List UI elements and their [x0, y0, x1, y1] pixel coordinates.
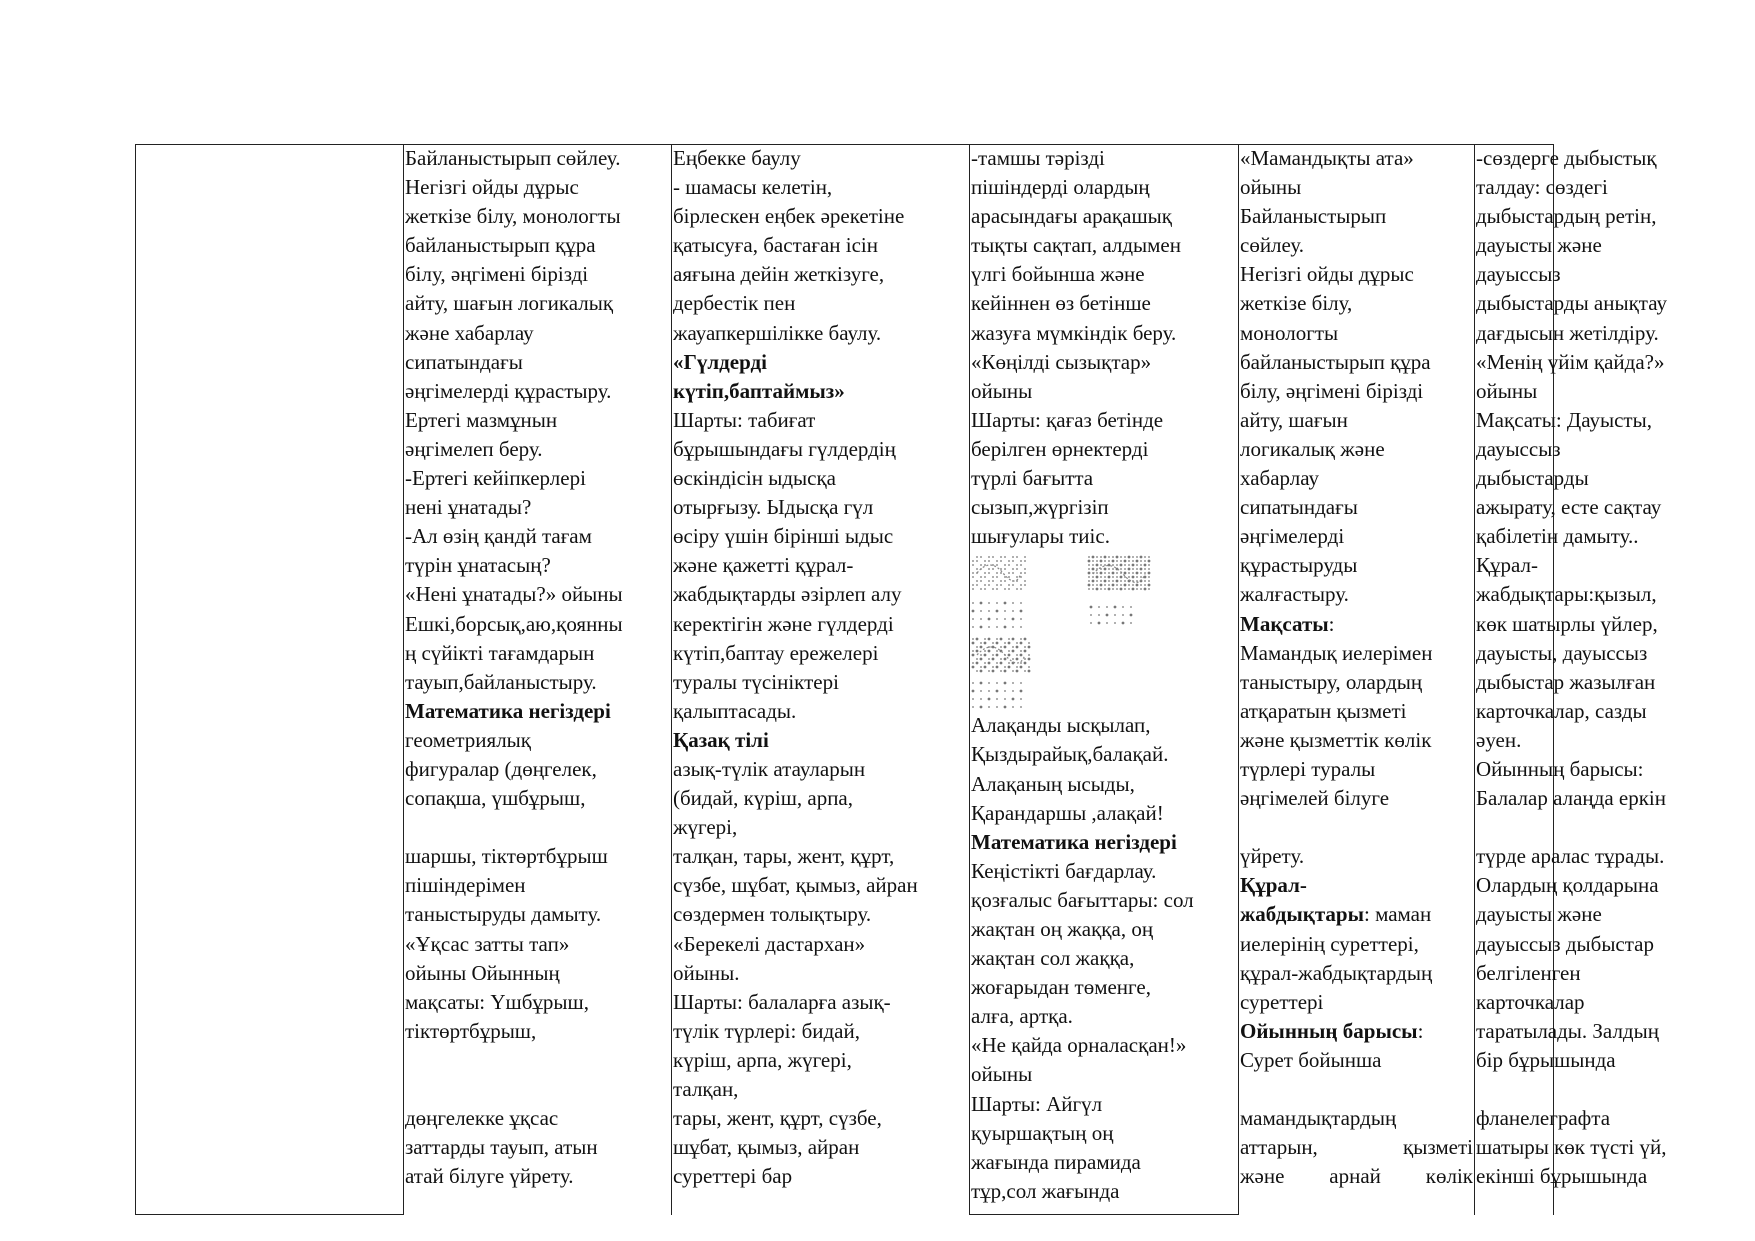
- dot-pattern-group: [1088, 556, 1151, 591]
- text-line: жақтан сол жаққа,: [971, 946, 1135, 971]
- text-line: дауысты және: [1476, 233, 1602, 258]
- text-line: дауыссыз: [1476, 262, 1561, 287]
- text-line: азық-түлік атауларын: [673, 756, 866, 781]
- table-cell-1: [136, 144, 402, 1215]
- text-line: Байланыстырып: [1240, 204, 1387, 229]
- text-line: атай білуге үйрету.: [405, 1164, 574, 1189]
- column-divider-1: [403, 144, 404, 1215]
- text-line: Сурет бойынша: [1240, 1047, 1382, 1072]
- text-line: жеткізе білу, монологты: [405, 204, 621, 229]
- text-line: (бидай, күріш, арпа,: [673, 786, 853, 811]
- text-line: күріш, арпа, жүгері,: [673, 1047, 852, 1072]
- text-line: дауыссыз: [1476, 436, 1561, 461]
- text-line: қозғалыс бағыттары: сол: [971, 887, 1194, 912]
- text-line: және қажетті құрал-: [673, 553, 854, 578]
- text-line: «Не қайда орналасқан!»: [971, 1033, 1187, 1058]
- text-line: Қыздырайық,балақай.: [971, 742, 1169, 767]
- text-line: дауыссыз дыбыстар: [1476, 931, 1655, 956]
- text-line: монологты: [1240, 320, 1339, 345]
- text-line: фланелеграфта: [1476, 1106, 1611, 1131]
- text-line: мақсаты: Үшбұрыш,: [405, 989, 589, 1014]
- text-line: [1240, 900, 1473, 929]
- text-line: дауысты және: [1476, 902, 1602, 927]
- text-line: білу, әңгімені бірізді: [405, 262, 589, 287]
- text-line: [673, 726, 968, 755]
- text-line: жоғарыдан төменге,: [971, 975, 1151, 1000]
- text-line: - шамасы келетін,: [673, 175, 833, 200]
- text-line: иелерінің суреттері,: [1240, 931, 1419, 956]
- text-line: тары, жент, құрт, сүзбе,: [673, 1106, 882, 1131]
- text-line: көк шатырлы үйлер,: [1476, 611, 1658, 636]
- text-line: дыбыстарды анықтау: [1476, 291, 1667, 316]
- text-line: айту, шағын логикалық: [405, 291, 614, 316]
- text-line: атқаратын қызметі: [1240, 698, 1407, 723]
- text-line: аяғына дейін жеткізуге,: [673, 262, 885, 287]
- text-line: суреттері: [1240, 989, 1324, 1014]
- column-divider-5: [1474, 144, 1475, 1215]
- dot-pattern-group: [972, 682, 1023, 709]
- text-line: ажырату, есте сақтау: [1476, 495, 1662, 520]
- text-line: байланыстырып құра: [1240, 349, 1431, 374]
- text-line: әңгімелерді: [1240, 524, 1345, 549]
- bold-heading: Құрал-: [1240, 873, 1307, 898]
- text-line: заттарды тауып, атын: [405, 1135, 598, 1160]
- bold-heading: Мақсаты: [1240, 611, 1329, 636]
- text-line: дербестік пен: [673, 291, 796, 316]
- text-line: Құрал-: [1476, 553, 1538, 578]
- text-line: дыбыстарды: [1476, 466, 1589, 491]
- text-line: Олардың қолдарына: [1476, 873, 1659, 898]
- text-line: ойыны Ойынның: [405, 960, 560, 985]
- bold-heading: күтіп,баптаймыз»: [673, 378, 845, 403]
- text-line: жазуға мүмкіндік беру.: [971, 320, 1177, 345]
- text-line: түлік түрлері: бидай,: [673, 1018, 860, 1043]
- text-line: берілген өрнектерді: [971, 436, 1149, 461]
- text-line: «Менің үйім қайда?»: [1476, 349, 1665, 374]
- text-line: әңгімелей білуге: [1240, 786, 1390, 811]
- text-line: «Ұқсас затты тап»: [405, 931, 570, 956]
- text-line: талдау: сөздегі: [1476, 175, 1608, 200]
- text-line: шұбат, қымыз, айран: [673, 1135, 860, 1160]
- text-line: [1240, 871, 1473, 900]
- text-line: Алақанды ысқылап,: [971, 713, 1151, 738]
- text-line: Еңбекке баулу: [673, 146, 801, 170]
- tracing-pattern-figure: [971, 551, 1237, 711]
- text-line: бір бұрышында: [1476, 1047, 1616, 1072]
- text-line: геометриялық: [405, 727, 531, 752]
- table-cell-3: [673, 144, 968, 1215]
- dot-pattern-group: [1090, 606, 1133, 625]
- column-divider-3: [969, 144, 970, 1215]
- text-line: құрастыруды: [1240, 553, 1358, 578]
- text-line: мамандықтардың: [1240, 1106, 1397, 1131]
- text-line: дағдысын жетілдіру.: [1476, 320, 1659, 345]
- text-line: логикалық және: [1240, 436, 1385, 461]
- text-line: ң сүйікті тағамдарын: [405, 640, 595, 665]
- text-line: қатысуға, бастаған ісін: [673, 233, 878, 258]
- text-line: сипатындағы: [405, 349, 523, 374]
- text-line: суреттері бар: [673, 1164, 793, 1189]
- text-line: отырғызу. Ыдысқа гүл: [673, 495, 874, 520]
- text-line: [405, 697, 670, 726]
- text-line: сопақша, үшбұрыш,: [405, 786, 586, 811]
- bold-heading: Ойынның барысы: [1240, 1018, 1418, 1043]
- text-line: түрін ұнатасың?: [405, 553, 551, 578]
- text-line: Байланыстырып сөйлеу.: [405, 146, 621, 170]
- text-line: ойыны: [971, 1062, 1033, 1087]
- text-line: Ешкі,борсық,аю,қоянны: [405, 611, 623, 636]
- text-line: -Ертегі кейіпкерлері: [405, 466, 586, 491]
- text-line: жеткізе білу,: [1240, 291, 1353, 316]
- text-line: «Көңілді сызықтар»: [971, 349, 1152, 374]
- text-line: алға, артқа.: [971, 1004, 1073, 1029]
- text-line: сызып,жүргізіп: [971, 495, 1109, 520]
- tracing-pattern-image: [971, 551, 1171, 711]
- text-line: дыбыстардың ретін,: [1476, 204, 1657, 229]
- text-line: Мақсаты: Дауысты,: [1476, 407, 1652, 432]
- text-line: өсіру үшін бірінші ыдыс: [673, 524, 894, 549]
- text-line: бұрышындағы гүлдердің: [673, 436, 896, 461]
- text-line: аттарын, қызметі: [1240, 1135, 1473, 1160]
- text-line: [1240, 610, 1473, 639]
- text-line: [673, 348, 968, 377]
- text-line: және арнай көлік: [1240, 1164, 1473, 1189]
- text-line: ойыны: [1240, 175, 1302, 200]
- text-line: Кеңістікті бағдарлау.: [971, 858, 1157, 883]
- text-line: пішіндерді олардың: [971, 175, 1150, 200]
- text-line: жағында пирамида: [971, 1149, 1141, 1174]
- text-line: дауысты, дауыссыз: [1476, 640, 1648, 665]
- text-line: Негізгі ойды дұрыс: [405, 175, 579, 200]
- text-line: фигуралар (дөңгелек,: [405, 756, 597, 781]
- text-line: түрлері туралы: [1240, 756, 1376, 781]
- text-line: Шарты: балаларға азық-: [673, 989, 891, 1014]
- text-line: [971, 828, 1237, 857]
- text-line: түрде аралас тұрады.: [1476, 844, 1665, 869]
- text-line: жауапкершілікке баулу.: [673, 320, 882, 345]
- table-cell-2: [405, 144, 670, 1215]
- bold-heading: «Гүлдерді: [673, 349, 767, 374]
- text-line: қалыптасады.: [673, 698, 797, 723]
- text-line: сүзбе, шұбат, қымыз, айран: [673, 873, 918, 898]
- text-line: Шарты: Айгүл: [971, 1091, 1103, 1116]
- bold-heading: Математика негіздері: [971, 829, 1177, 854]
- text-line: бірлескен еңбек әрекетіне: [673, 204, 905, 229]
- text-line: хабарлау: [1240, 466, 1320, 491]
- text-line: кейіннен өз бетінше: [971, 291, 1151, 316]
- text-line: Мамандық иелерімен: [1240, 640, 1433, 665]
- text-line: карточкалар, сазды: [1476, 698, 1647, 723]
- text-line: жалғастыру.: [1240, 582, 1349, 607]
- text-line: Ойынның барысы:: [1476, 756, 1644, 781]
- text-line: дыбыстар жазылған: [1476, 669, 1656, 694]
- text-line: Ертегі мазмұнын: [405, 407, 558, 432]
- table-cell-5: [1240, 144, 1473, 1215]
- text-line: Алақаның ысыды,: [971, 771, 1135, 796]
- text-line: сипатындағы: [1240, 495, 1358, 520]
- text-line: туралы түсініктері: [673, 669, 839, 694]
- text-line: жақтан оң жаққа, оң: [971, 916, 1154, 941]
- text-line: жабдықтарды әзірлеп алу: [673, 582, 902, 607]
- text-line: ойыны.: [673, 960, 740, 985]
- text-line: әуен.: [1476, 727, 1522, 752]
- text-line: жүгері,: [673, 815, 738, 840]
- text-line: екінші бұрышында: [1476, 1164, 1648, 1189]
- text-line: үйрету.: [1240, 844, 1305, 869]
- text-line: ойыны: [971, 378, 1033, 403]
- bold-heading: жабдықтары: [1240, 902, 1364, 927]
- text-line: [673, 377, 968, 406]
- text-line: және қызметтік көлік: [1240, 727, 1432, 752]
- text-line: күтіп,баптау ережелері: [673, 640, 879, 665]
- text-line: белгіленген: [1476, 960, 1581, 985]
- text-line: шаршы, тіктөртбұрыш: [405, 844, 608, 869]
- text-line: талқан,: [673, 1077, 739, 1101]
- text-line: пішіндерімен: [405, 873, 526, 898]
- dot-pattern-group: [972, 638, 1031, 673]
- text-line: қуыршақтың оң: [971, 1120, 1114, 1145]
- text-line: сөздермен толықтыру.: [673, 902, 872, 927]
- text-line: түрлі бағытта: [971, 466, 1094, 491]
- text-line: Негізгі ойды дұрыс: [1240, 262, 1414, 287]
- text-line: сөйлеу.: [1240, 233, 1304, 258]
- text-line: [1240, 1017, 1473, 1046]
- text-line: таныстыру, олардың: [1240, 669, 1423, 694]
- text-line: әңгімелеп беру.: [405, 436, 543, 461]
- text-line: байланыстырып құра: [405, 233, 596, 258]
- text-line: жабдықтары:қызыл,: [1476, 582, 1657, 607]
- column-divider-2: [671, 144, 672, 1215]
- text-line: таныстыруды дамыту.: [405, 902, 602, 927]
- line-spacer: [1476, 1075, 1736, 1104]
- text-line: тіктөртбұрыш,: [405, 1018, 537, 1043]
- text-line: шығулары тиіс.: [971, 524, 1110, 549]
- line-spacer: [405, 1046, 670, 1104]
- text-line: әңгімелерді құрастыру.: [405, 378, 612, 403]
- column-divider-4: [1238, 144, 1239, 1215]
- text-line: керектігін және гүлдерді: [673, 611, 894, 636]
- line-spacer: [1476, 813, 1736, 842]
- heading-tail: :: [1417, 1018, 1424, 1043]
- text-line: «Берекелі дастархан»: [673, 931, 866, 956]
- text-line: шатыры көк түсті үй,: [1476, 1135, 1667, 1160]
- line-spacer: [1240, 813, 1473, 842]
- text-line: Балалар алаңда еркін: [1476, 786, 1666, 811]
- heading-tail: :: [1328, 611, 1335, 636]
- text-line: Қарандаршы ,алақай!: [971, 800, 1164, 825]
- text-line: тауып,байланыстыру.: [405, 669, 597, 694]
- text-line: айту, шағын: [1240, 407, 1348, 432]
- table-cell-4: [971, 144, 1237, 1215]
- text-line: арасындағы арақашық: [971, 204, 1172, 229]
- text-line: -сөздерге дыбыстық: [1476, 146, 1657, 170]
- table-cell-6: [1476, 144, 1736, 1215]
- text-line: «Мамандықты ата»: [1240, 146, 1414, 170]
- text-line: үлгі бойынша және: [971, 262, 1145, 287]
- text-line: -Ал өзің қандй тағам: [405, 524, 592, 549]
- text-line: құрал-жабдықтардың: [1240, 960, 1433, 985]
- text-line: Шарты: табиғат: [673, 407, 816, 432]
- heading-tail: : маман: [1363, 902, 1432, 927]
- text-line: таратылады. Залдың: [1476, 1018, 1659, 1043]
- text-line: дөңгелекке ұқсас: [405, 1106, 559, 1131]
- dot-pattern-group: [972, 556, 1026, 590]
- bold-heading: Қазақ тілі: [673, 727, 769, 752]
- text-line: талқан, тары, жент, құрт,: [673, 844, 895, 869]
- text-line: «Нені ұнатады?» ойыны: [405, 582, 623, 607]
- text-line: өскіндісін ыдысқа: [673, 466, 837, 491]
- bold-heading: Математика негіздері: [405, 698, 611, 723]
- text-line: тұр,сол жағында: [971, 1178, 1120, 1203]
- dot-pattern-group: [972, 602, 1023, 629]
- text-line: білу, әңгімені бірізді: [1240, 378, 1424, 403]
- text-line: карточкалар: [1476, 989, 1585, 1014]
- line-spacer: [405, 813, 670, 842]
- line-spacer: [1240, 1075, 1473, 1104]
- text-line: Шарты: қағаз бетінде: [971, 407, 1164, 432]
- text-line: қабілетін дамыту..: [1476, 524, 1639, 549]
- text-line: ойыны: [1476, 378, 1538, 403]
- text-line: тықты сақтап, алдымен: [971, 233, 1181, 258]
- text-line: -тамшы тәрізді: [971, 146, 1105, 170]
- text-line: нені ұнатады?: [405, 495, 532, 520]
- text-line: және хабарлау: [405, 320, 534, 345]
